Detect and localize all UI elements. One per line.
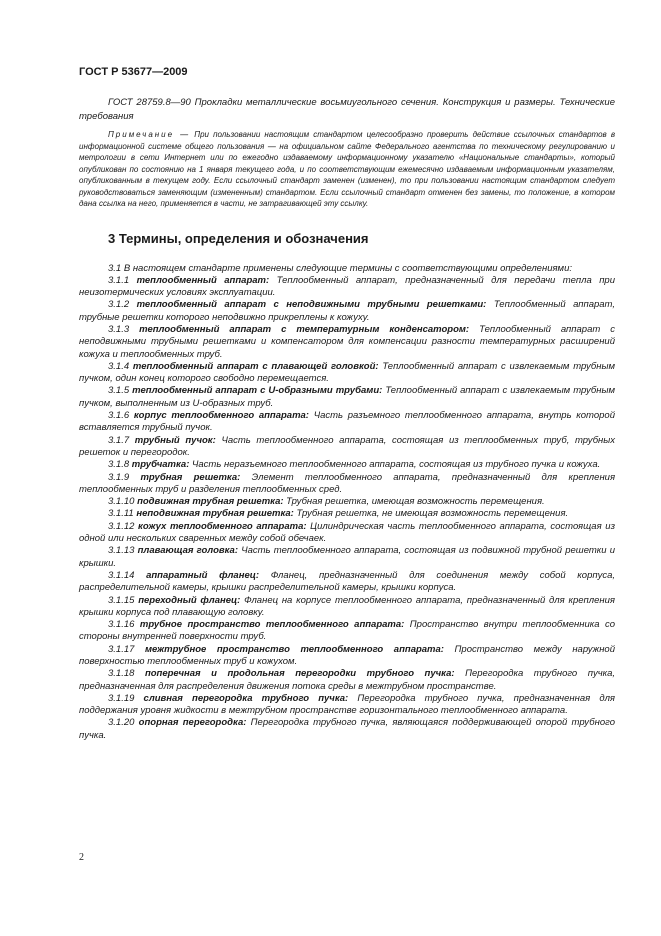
term-entry (79, 385, 615, 410)
term-number: 3.1.16 (108, 619, 135, 631)
term-definition: Теплообменный аппарат, предназначенный для передачи тепла при неизотермических условиях эксплуатации. (79, 274, 616, 299)
term-number: 3.1.5 (108, 385, 130, 397)
term-number: 3.1.20 (108, 717, 135, 729)
term-entry (79, 570, 615, 595)
term-entry (79, 496, 615, 508)
term-name: теплообменный аппарат с U-образными трубами: (132, 385, 383, 397)
term-name: трубное пространство теплообменного аппарата: (139, 619, 405, 631)
section-intro: 3.1 В настоящем стандарте применены следующие термины с соответствующими определениями: (108, 262, 572, 274)
term-name: опорная перегородка: (138, 717, 247, 729)
term-entry (79, 521, 615, 546)
term-name: сливная перегородка трубного пучка: (143, 692, 349, 704)
note-text: При пользовании настоящим стандартом целесообразно проверить действие ссылочных стандартов в информационной системе общего пользования — на официальном сайте Федерального агентства по техническому регулированию и метрологии в сети Интернет или по ежегодно издаваемому информационному указателю «Национальные стандарты», который опубликован по состоянию на 1 января текущего года, и по соответствующим ежемесячно издаваемым информационным указателям, опубликованным в текущем году. Если ссылочный стандарт заменен (изменен), то при пользовании настоящим стандартом следует руководствоваться заменяющим (измененным) стандартом. Если ссылочный стандарт отменен без замены, то положение, в котором дана ссылка на него, применяется в части, не затрагивающей эту ссылку. (79, 130, 615, 208)
term-entry (79, 545, 615, 570)
term-number: 3.1.13 (108, 545, 135, 557)
term-name: подвижная трубная решетка: (137, 496, 284, 508)
term-number: 3.1.1 (108, 274, 130, 286)
term-definition: Перегородка трубного пучка, являющаяся поддерживающей опорой трубного пучка. (79, 717, 615, 741)
term-definition: Перегородка трубного пучка, предназначенная для поддержания уровня жидкости в межтрубном пространстве горизонтального теплообменного аппарата. (79, 692, 616, 717)
term-definition: Часть неразъемного теплообменного аппарата, состоящая из трубного пучка и кожуха. (192, 459, 601, 471)
term-number: 3.1.17 (108, 643, 135, 655)
term-name: трубная решетка: (140, 471, 241, 483)
term-number: 3.1.6 (108, 410, 130, 422)
term-entry (79, 324, 615, 361)
term-number: 3.1.8 (108, 459, 130, 471)
term-number: 3.1.11 (108, 508, 134, 520)
term-definition: Элемент теплообменного аппарата, предназначенный для крепления теплообменных труб и разделения теплообменных сред. (79, 471, 616, 495)
term-definition: Трубная решетка, не имеющая возможность перемещения. (296, 508, 569, 520)
term-name: поперечная и продольная перегородки трубного пучка: (144, 668, 455, 680)
term-entry (79, 619, 615, 644)
term-name: теплообменный аппарат: (136, 274, 270, 286)
term-definition: Трубная решетка, имеющая возможность перемещения. (286, 496, 545, 508)
term-name: корпус теплообменного аппарата: (133, 410, 309, 422)
term-name: теплообменный аппарат с плавающей головкой: (132, 360, 379, 372)
term-number: 3.1.4 (108, 360, 130, 372)
term-definition: Теплообменный аппарат с неподвижными трубными решетками и компенсатором для компенсации разности температурных расширений кожуха и теплообменных труб. (79, 323, 616, 360)
term-entry (79, 459, 615, 471)
term-entry (79, 693, 615, 718)
term-definition: Фланец на корпусе теплообменного аппарата, предназначенный для крепления крышки корпуса под плавающую головку. (79, 594, 616, 618)
term-name: неподвижная трубная решетка: (136, 508, 294, 520)
section-title: 3 Термины, определения и обозначения (108, 230, 369, 246)
term-number: 3.1.3 (108, 323, 130, 335)
term-definition: Теплообменный аппарат с извлекаемым трубным пучком, один конец которого свободно перемещается. (79, 360, 616, 385)
term-number: 3.1.12 (108, 520, 135, 532)
term-definition: Часть теплообменного аппарата, состоящая из подвижной трубной решетки и крышки. (79, 545, 616, 569)
term-number: 3.1.7 (108, 434, 130, 446)
term-definition: Цилиндрическая часть теплообменного аппарата, состоящая из одной или нескольких сваренных между собой обечаек. (79, 520, 615, 545)
document-header: ГОСТ Р 53677—2009 (79, 66, 188, 78)
term-number: 3.1.18 (108, 668, 135, 680)
term-definition: Перегородка трубного пучка, предназначенная для распределения движения потока среды в межтрубном пространстве. (79, 668, 616, 692)
term-entry (79, 275, 615, 300)
term-name: плавающая головка: (137, 545, 238, 557)
terms-list (79, 275, 615, 742)
term-name: аппаратный фланец: (146, 569, 260, 581)
term-name: кожух теплообменного аппарата: (138, 520, 307, 532)
term-entry (79, 717, 615, 742)
term-name: теплообменный аппарат с неподвижными трубными решетками: (136, 299, 487, 311)
term-definition: Теплообменный аппарат, трубные решетки которого неподвижно прикреплены к кожуху. (79, 299, 615, 323)
term-name: трубчатка: (131, 459, 190, 471)
term-entry (79, 644, 615, 669)
term-name: переходный фланец: (138, 594, 241, 606)
term-name: трубный пучок: (134, 434, 216, 446)
term-definition: Фланец, предназначенный для соединения между собой корпуса, распределительной камеры, крышки распределительной камеры, крышки корпуса. (79, 569, 616, 594)
term-name: межтрубное пространство теплообменного аппарата: (145, 643, 444, 655)
term-entry (79, 410, 615, 435)
term-number: 3.1.10 (108, 496, 135, 508)
term-entry (79, 595, 615, 620)
note-paragraph (79, 129, 615, 210)
term-entry (79, 508, 615, 520)
term-number: 3.1.15 (108, 594, 135, 606)
term-definition: Пространство между наружной поверхностью теплообменных труб и кожухом. (79, 643, 615, 667)
page-number: 2 (79, 852, 84, 863)
term-entry (79, 435, 615, 460)
term-definition: Часть теплообменного аппарата, состоящая из теплообменных труб, трубных решеток и перегородок. (79, 434, 616, 458)
normative-reference: ГОСТ 28759.8—90 Прокладки металлические восьмиугольного сечения. Конструкция и размеры. Технические требования (79, 97, 615, 122)
term-number: 3.1.14 (108, 569, 135, 581)
term-definition: Часть разъемного теплообменного аппарата, внутрь которой вставляется трубный пучок. (79, 410, 615, 434)
term-entry (79, 668, 615, 693)
term-entry (79, 361, 615, 386)
term-number: 3.1.19 (108, 692, 135, 704)
term-number: 3.1.9 (108, 471, 130, 483)
note-label: Примечание — (108, 130, 191, 139)
term-definition: Теплообменный аппарат с извлекаемым трубным пучком, выполненным из U-образных труб. (79, 385, 616, 409)
page-content (79, 96, 615, 742)
term-name: теплообменный аппарат с температурным конденсатором: (139, 323, 470, 335)
term-entry (79, 299, 615, 324)
term-definition: Пространство внутри теплообменника со стороны внутренней поверхности труб. (79, 619, 616, 643)
term-number: 3.1.2 (108, 299, 130, 311)
term-entry (79, 472, 615, 497)
